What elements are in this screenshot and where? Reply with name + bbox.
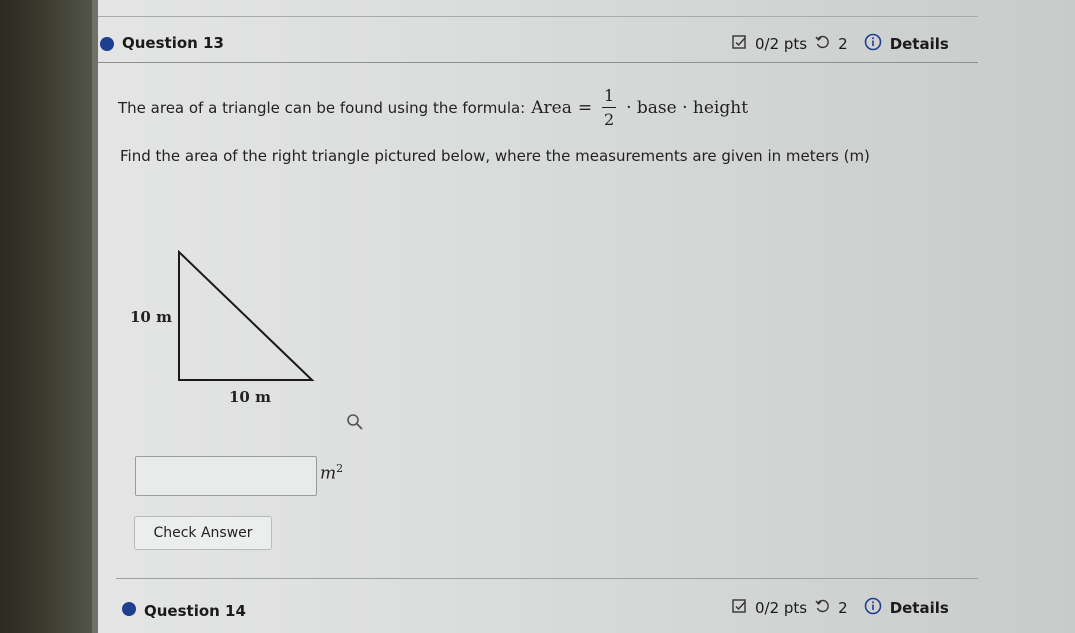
question-13-divider — [98, 62, 978, 63]
formula-equals: = — [577, 97, 593, 118]
retry-icon — [815, 599, 830, 618]
triangle-figure — [126, 250, 326, 410]
answer-input[interactable] — [135, 456, 317, 496]
magnify-icon — [346, 413, 364, 435]
right-triangle — [126, 250, 326, 410]
question-status-dot — [100, 37, 114, 51]
height-label: 10 m — [130, 308, 172, 326]
unit-base: m — [320, 463, 337, 484]
info-icon[interactable] — [864, 33, 882, 55]
question-14-header — [98, 594, 1075, 630]
formula-lhs: Area — [531, 97, 572, 118]
info-icon[interactable] — [864, 597, 882, 619]
question-prompt: Find the area of the right triangle pictured below, where the measurements are given in meters (m) — [120, 147, 870, 165]
fraction-bar — [602, 107, 616, 108]
question-status-dot — [122, 602, 136, 616]
unit-exponent: 2 — [336, 462, 344, 475]
checkbox-icon — [732, 599, 747, 618]
question-14-divider — [116, 578, 978, 579]
question-13-meta — [732, 26, 949, 62]
monitor-bezel — [0, 0, 98, 633]
details-link[interactable]: Details — [889, 599, 949, 617]
score-text: 0/2 pts — [755, 35, 808, 53]
formula-rhs: · base · height — [626, 97, 749, 118]
answer-unit — [320, 462, 343, 484]
formula-fraction — [602, 86, 616, 129]
question-14-meta — [732, 594, 949, 622]
base-label: 10 m — [229, 388, 271, 406]
question-13-header — [98, 26, 1075, 62]
score-text: 0/2 pts — [755, 599, 808, 617]
top-divider — [98, 16, 978, 17]
formula-line — [118, 86, 748, 129]
attempts-count: 2 — [838, 35, 848, 53]
fraction-numerator: 1 — [604, 86, 615, 105]
checkbox-icon — [732, 35, 747, 54]
retry-icon — [815, 35, 830, 54]
fraction-denominator: 2 — [604, 110, 615, 129]
quiz-page — [98, 0, 1075, 633]
attempts-count: 2 — [838, 599, 848, 617]
details-link[interactable]: Details — [889, 35, 949, 53]
formula-intro: The area of a triangle can be found using the formula: — [118, 98, 526, 117]
check-answer-button[interactable]: Check Answer — [134, 516, 272, 550]
question-14-title: Question 14 — [144, 602, 246, 620]
question-13-title: Question 13 — [122, 34, 224, 52]
